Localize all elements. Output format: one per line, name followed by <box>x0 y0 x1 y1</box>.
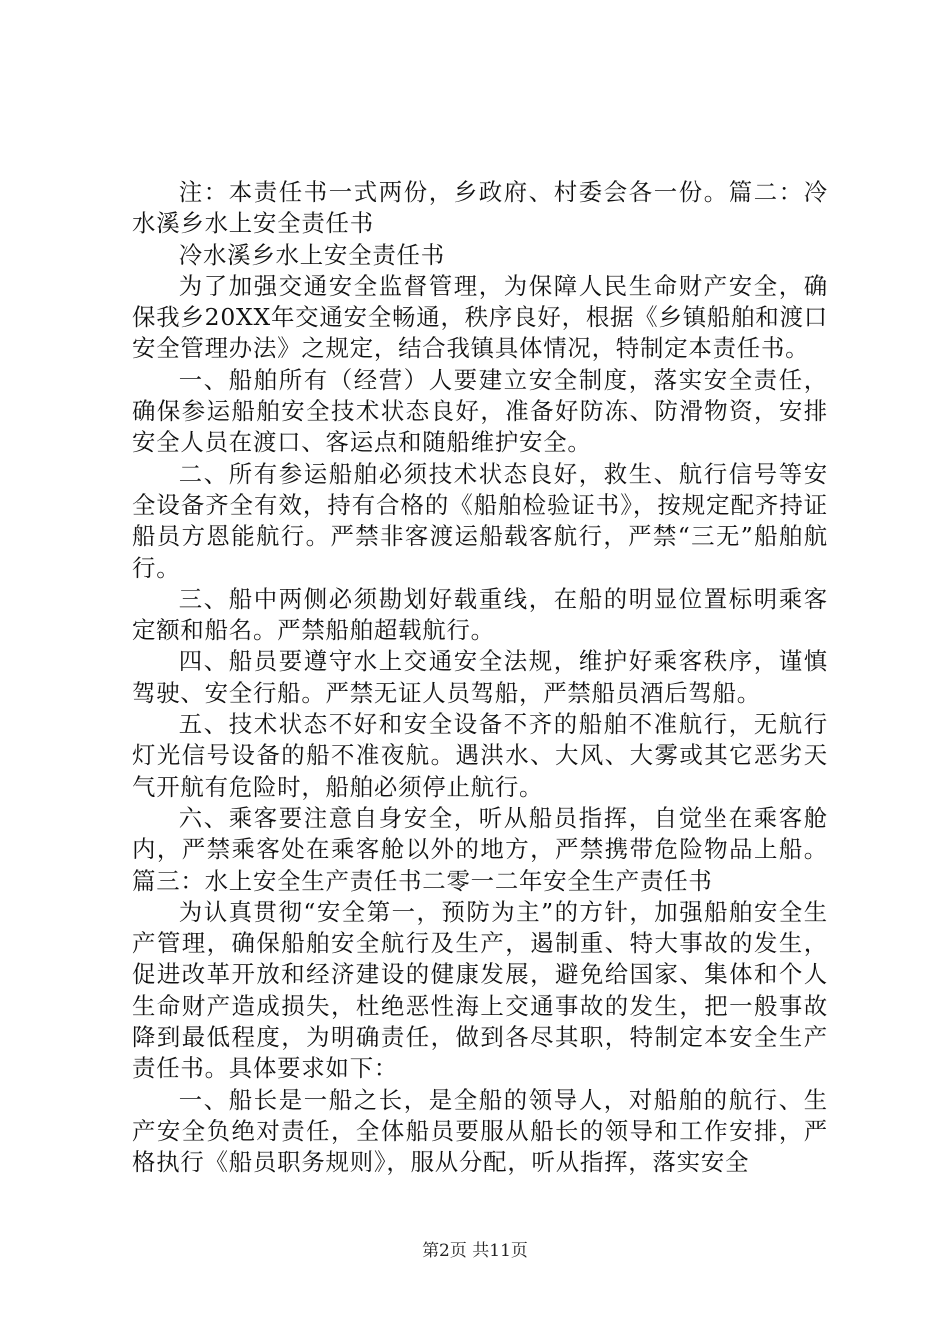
paragraph: 二、所有参运船舶必须技术状态良好，救生、航行信号等安全设备齐全有效，持有合格的《船舶检验证书》，按规定配齐持证船员方恩能航行。严禁非客渡运船载客航行，严禁“三无”船舶航行。 <box>132 459 828 582</box>
paragraph: 六、乘客要注意自身安全，听从船员指挥，自觉坐在乘客舱内，严禁乘客处在乘客舱以外的地方，严禁携带危险物品上船。篇三：水上安全生产责任书二零一二年安全生产责任书 <box>132 803 828 895</box>
paragraph: 注：本责任书一式两份，乡政府、村委会各一份。篇二：冷水溪乡水上安全责任书 <box>132 178 828 238</box>
paragraph: 一、船长是一船之长，是全船的领导人，对船舶的航行、生产安全负绝对责任，全体船员要服从船长的领导和工作安排，严格执行《船员职务规则》，服从分配，听从指挥，落实安全 <box>132 1085 828 1177</box>
paragraph: 三、船中两侧必须勘划好载重线，在船的明显位置标明乘客定额和船名。严禁船舶超载航行。 <box>132 584 828 645</box>
paragraph: 冷水溪乡水上安全责任书 <box>178 240 445 269</box>
paragraph: 五、技术状态不好和安全设备不齐的船舶不准航行，无航行灯光信号设备的船不准夜航。遇洪水、大风、大雾或其它恶劣天气开航有危险时，船舶必须停止航行。 <box>132 710 828 801</box>
paragraph: 为了加强交通安全监督管理，为保障人民生命财产安全，确保我乡20XX年交通安全畅通，秩序良好，根据《乡镇船舶和渡口安全管理办法》之规定，结合我镇具体情况，特制定本责任书。 <box>132 271 828 363</box>
paragraph: 四、船员要遵守水上交通安全法规，维护好乘客秩序，谨慎驾驶、安全行船。严禁无证人员驾船，严禁船员酒后驾船。 <box>132 647 828 707</box>
paragraph: 为认真贯彻“安全第一，预防为主”的方针，加强船舶安全生产管理，确保船舶安全航行及生产，遏制重、特大事故的发生，促进改革开放和经济建设的健康发展，避免给国家、集体和个人生命财产造成损失，杜绝恶性海上交通事故的发生，把一般事故降到最低程度，为明确责任，做到各尽其职，特制定本安全生产责任书。具体要求如下： <box>132 897 828 1083</box>
paragraph: 一、船舶所有（经营）人要建立安全制度，落实安全责任，确保参运船舶安全技术状态良好，准备好防冻、防滑物资，安排安全人员在渡口、客运点和随船维护安全。 <box>132 365 828 457</box>
document-body <box>132 177 828 1179</box>
page-footer: 第2页 共11页 <box>422 1241 528 1261</box>
